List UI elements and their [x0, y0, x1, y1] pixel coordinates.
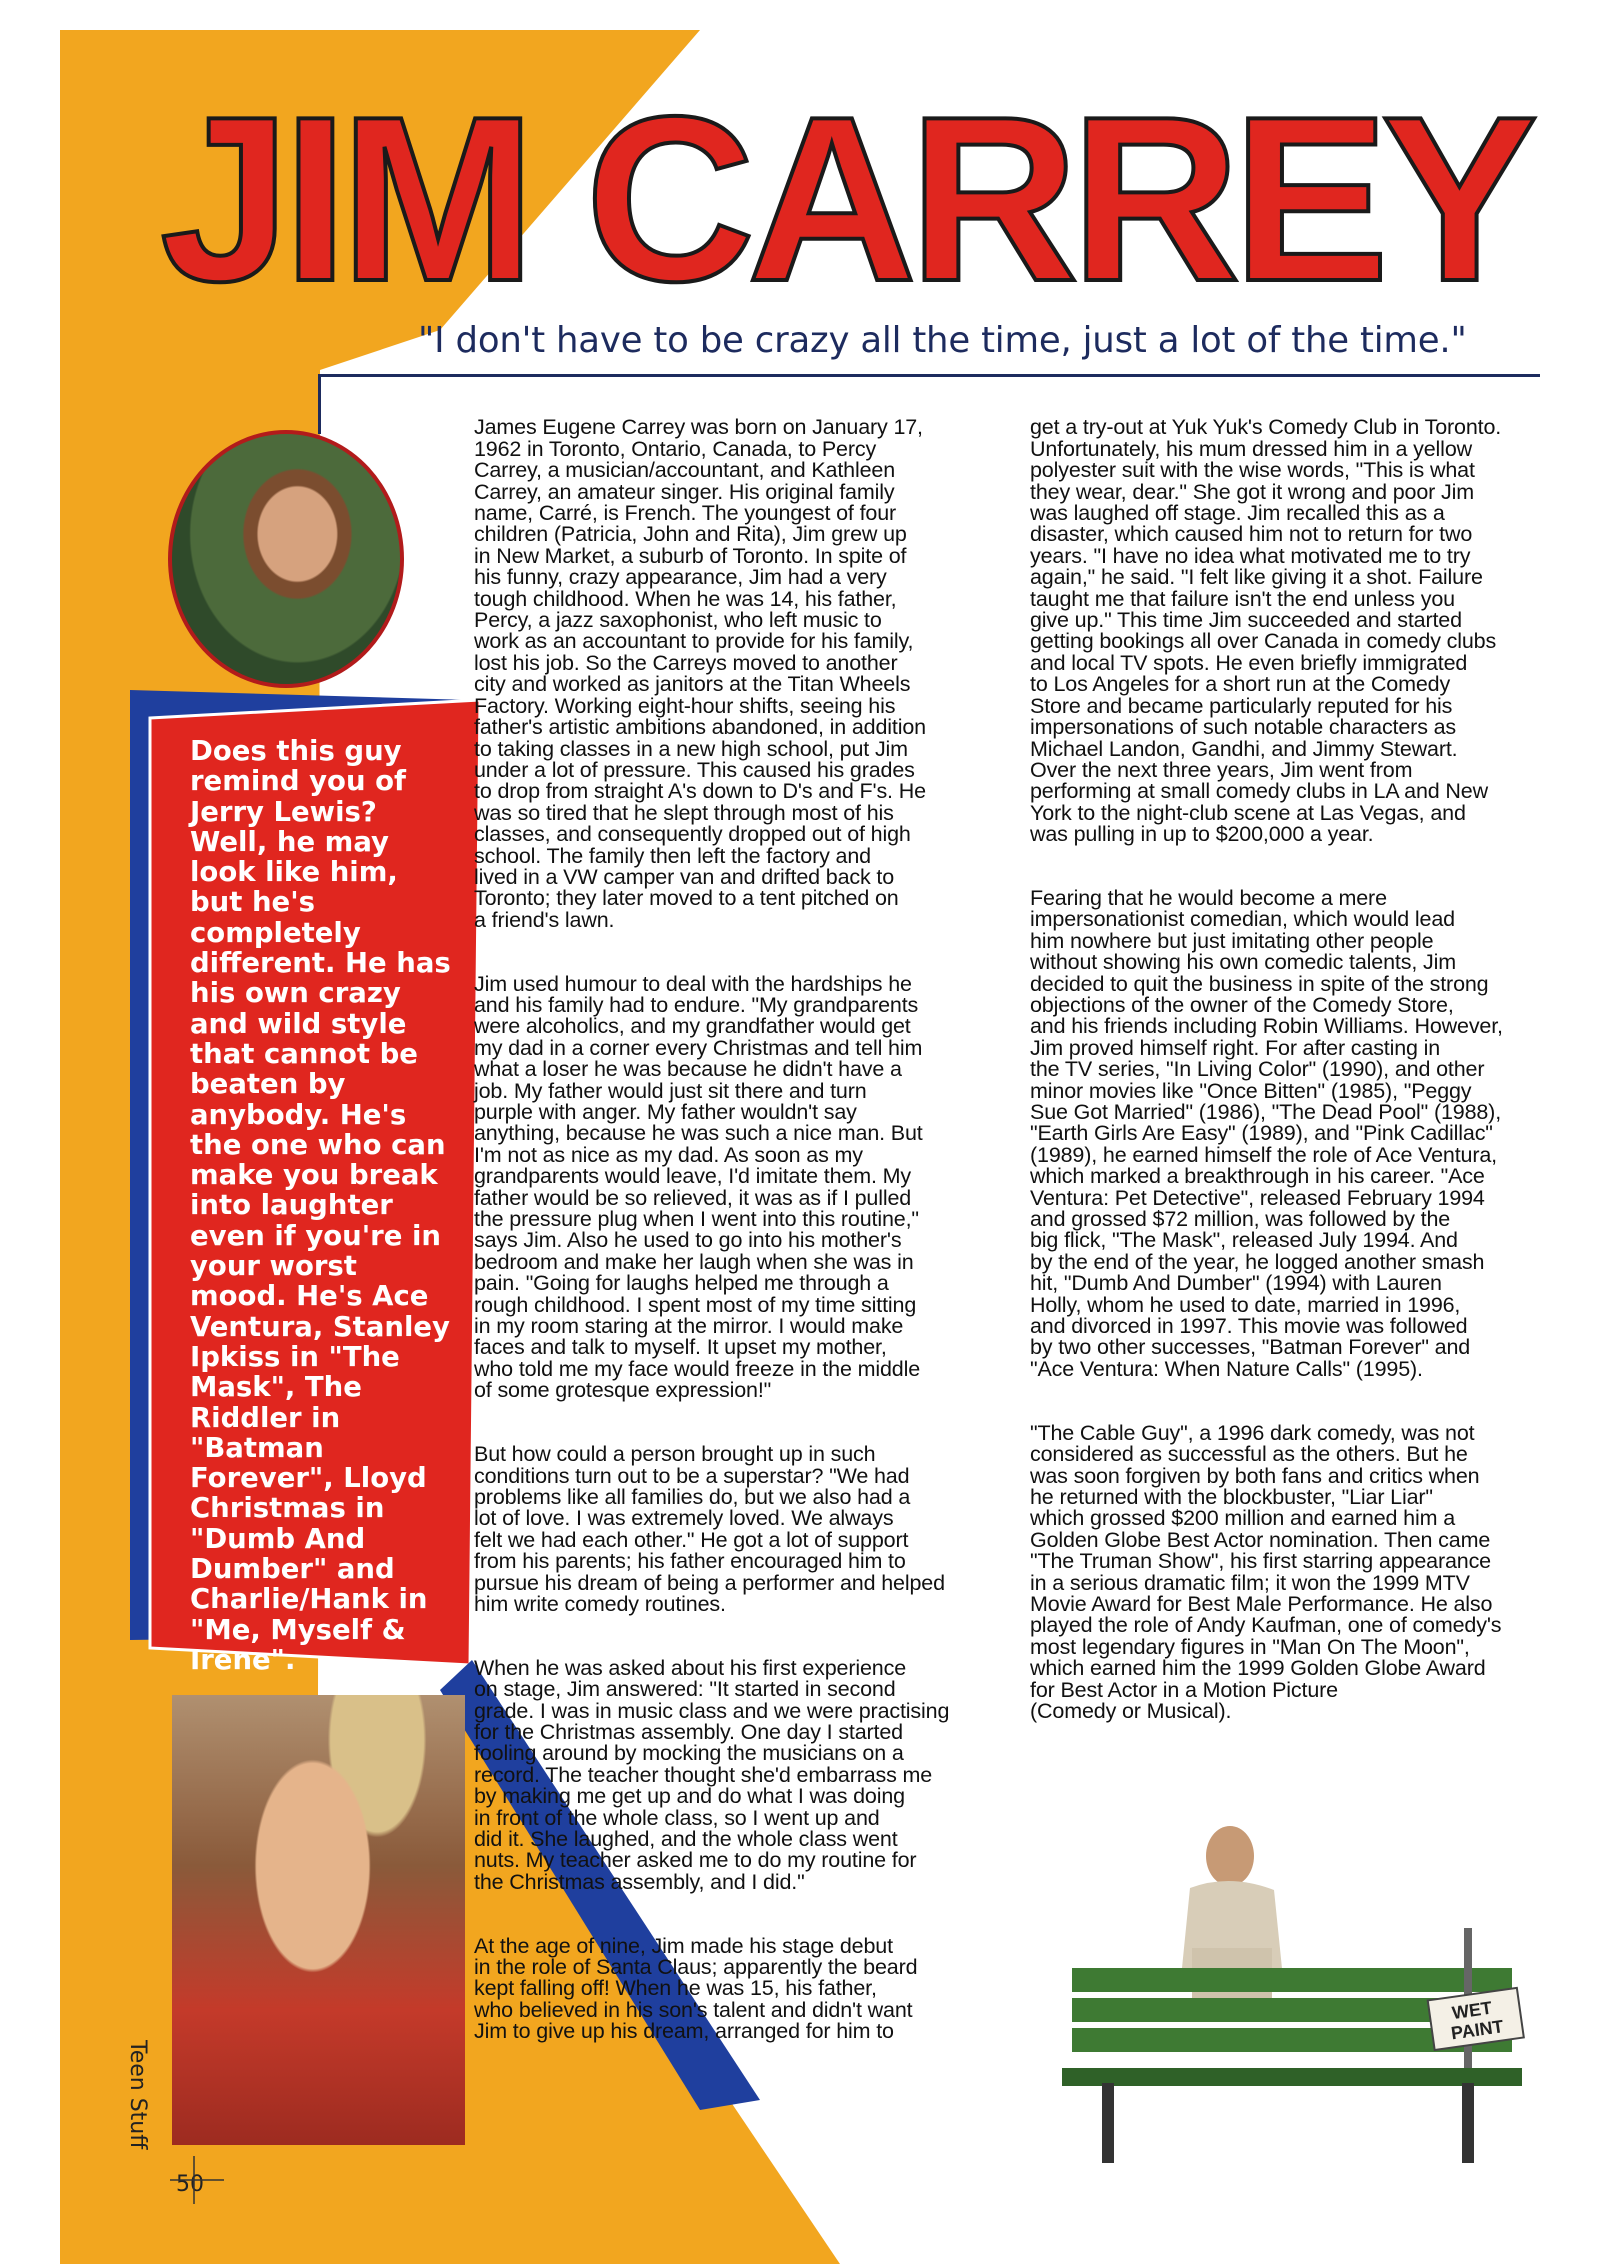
paragraph: But how could a person brought up in such conditions turn out to be a superstar? "We had problems like all families do, but we also had a lot of love. I was extremely loved. We always felt we had each other." He got a lot of support from his parents; his father encouraged him to pursue his dream of being a performer and helped him write comedy routines. [474, 1442, 945, 1616]
callout-text: Does this guy remind you of Jerry Lewis? Well, he may look like him, but he's completely different. He has his own crazy and wild style that cannot be beaten by anybody. He's the one who can make you break into laughter even if you're in your worst mood. He's Ace Ventura, Stanley Ipkiss in "The Mask", The Riddler in "Batman Forever", Lloyd Christmas in "Dumb And Dumber" and Charlie/Hank in "Me, Myself & Irene". [190, 735, 451, 1676]
bench-photo [1062, 1818, 1542, 2178]
sign-line-1: WET [1450, 1997, 1494, 2024]
pull-quote: "I don't have to be crazy all the time, just a lot of the time." [418, 320, 1467, 361]
paragraph: Fearing that he would become a mere impersonationist comedian, which would lead him nowhere but just imitating other people without showing his own comedic talents, Jim decided to quit the business in spite of the strong objections of the owner of the Comedy Store, and his friends including Robin Williams. However, Jim proved himself right. For after casting in the TV series, "In Living Color" (1990), and other minor movies like "Once Bitten" (1985), "Peggy Sue Got Married" (1986), "The Dead Pool" (1988), "Earth Girls Are Easy" (1989), and "Pink Cadillac" (1989), he earned himself the role of Ace Ventura, which marked a breakthrough in his career. "Ace Ventura: Pet Detective", released February 1994 and grossed $72 million, was followed by the big flick, "The Mask", released July 1994. And by the end of the year, he logged another smash hit, "Dumb And Dumber" (1994) with Lauren Holly, whom he used to date, married in 1996, and divorced in 1997. This movie was followed by two other successes, "Batman Forever" and "Ace Ventura: When Nature Calls" (1995). [1030, 885, 1503, 1381]
page-number: 50 [176, 2172, 204, 2197]
dumb-and-dumber-photo [172, 1695, 465, 2145]
paragraph: James Eugene Carrey was born on January 17, 1962 in Toronto, Ontario, Canada, to Percy Carrey, a musician/accountant, and Kathleen Carrey, an amateur singer. His original family name, Carré, is French. The youngest of four children (Patricia, John and Rita), Jim grew up in New Market, a suburb of Toronto. In spite of his funny, crazy appearance, Jim had a very tough childhood. When he was 14, his father, Percy, a jazz saxophonist, who left music to work as an accountant to provide for his family, lost his job. So the Carreys moved to another city and worked as janitors at the Titan Wheels Factory. Working eight-hour shifts, seeing his father's artistic ambitions abandoned, in addition to taking classes in a new high school, put Jim under a lot of pressure. This caused his grades to drop from straight A's down to D's and F's. He was so tired that he slept through most of his classes, and consequently dropped out of high school. The family then left the factory and lived in a VW camper van and drifted back to Toronto; they later moved to a tent pitched on a friend's lawn. [474, 415, 926, 932]
person-head [1206, 1826, 1254, 1886]
portrait-photo [168, 430, 404, 688]
paragraph: "The Cable Guy", a 1996 dark comedy, was not considered as successful as the others. But he was soon forgiven by both fans and critics when he returned with the blockbuster, "Liar Liar" which grossed $200 million and earned him a Golden Globe Best Actor nomination. Then came "The Truman Show", his first starring appearance in a serious dramatic film; it won the 1999 MTV Movie Award for Best Male Performance. He also played the role of Andy Kaufman, one of comedy's most legendary figures in "Man On The Moon", which earned him the 1999 Golden Globe Award for Best Actor in a Motion Picture (Comedy or Musical). [1030, 1420, 1502, 1723]
page-number-ornament [160, 2150, 230, 2210]
page-title: JIM CARREY [160, 67, 1535, 330]
section-label: Teen Stuff [125, 2040, 150, 2150]
title-graphic [0, 0, 1600, 330]
article-column-1 [474, 396, 1034, 2085]
article-column-2 [1030, 396, 1560, 1765]
quote-rule [318, 374, 1540, 377]
sign-line-2: PAINT [1449, 2016, 1505, 2044]
paragraph: When he was asked about his first experience on stage, Jim answered: "It started in second grade. I was in music class and we were practising for the Christmas assembly. One day I started fooling around by mocking the musicians on a record. The teacher thought she'd embarrass me by making me get up and do what I was doing in front of the whole class, so I went up and did it. She laughed, and the whole class went nuts. My teacher asked me to do my routine for the Christmas assembly, and I did." [474, 1655, 950, 1894]
svg-text:WET PAINT [1447, 1996, 1505, 2043]
paragraph: At the age of nine, Jim made his stage debut in the role of Santa Claus; apparently the beard kept falling off! When he was 15, his father, who believed in his son's talent and didn't want Jim to give up his dream, arranged for him to [474, 1933, 918, 2044]
quote-rule-vertical [318, 374, 321, 434]
paragraph: Jim used humour to deal with the hardships he and his family had to endure. "My grandparents were alcoholics, and my grandfather would get my dad in a corner every Christmas and tell him what a loser he was because he didn't have a job. My father would just sit there and turn purple with anger. My father wouldn't say anything, because he was such a nice man. But I'm not as nice as my dad. As soon as my grandparents would leave, I'd imitate them. My father would be so relieved, it was as if I pulled the pressure plug when I went into this routine," says Jim. Also he used to go into his mother's bedroom and make her laugh when she was in pain. "Going for laughs helped me through a rough childhood. I spent most of my time sitting in my room staring at the mirror. I would make faces and talk to myself. It upset my mother, who told me my face would freeze in the middle of some grotesque expression!" [474, 971, 923, 1403]
paragraph: get a try-out at Yuk Yuk's Comedy Club in Toronto. Unfortunately, his mum dressed him in a yellow polyester suit with the wise words, "This is what they wear, dear." She got it wrong and poor Jim was laughed off stage. Jim recalled this as a disaster, which caused him not to return for two years. "I have no idea what motivated me to try again," he said. "I felt like giving it a shot. Failure taught me that failure isn't the end unless you give up." This time Jim succeeded and started getting bookings all over Canada in comedy clubs and local TV spots. He even briefly immigrated to Los Angeles for a short run at the Comedy Store and became particularly reputed for his impersonations of such notable characters as Michael Landon, Gandhi, and Jimmy Stewart. Over the next three years, Jim went from performing at small comedy clubs in LA and New York to the night-club scene at Las Vegas, and was pulling in up to $200,000 a year. [1030, 415, 1502, 847]
